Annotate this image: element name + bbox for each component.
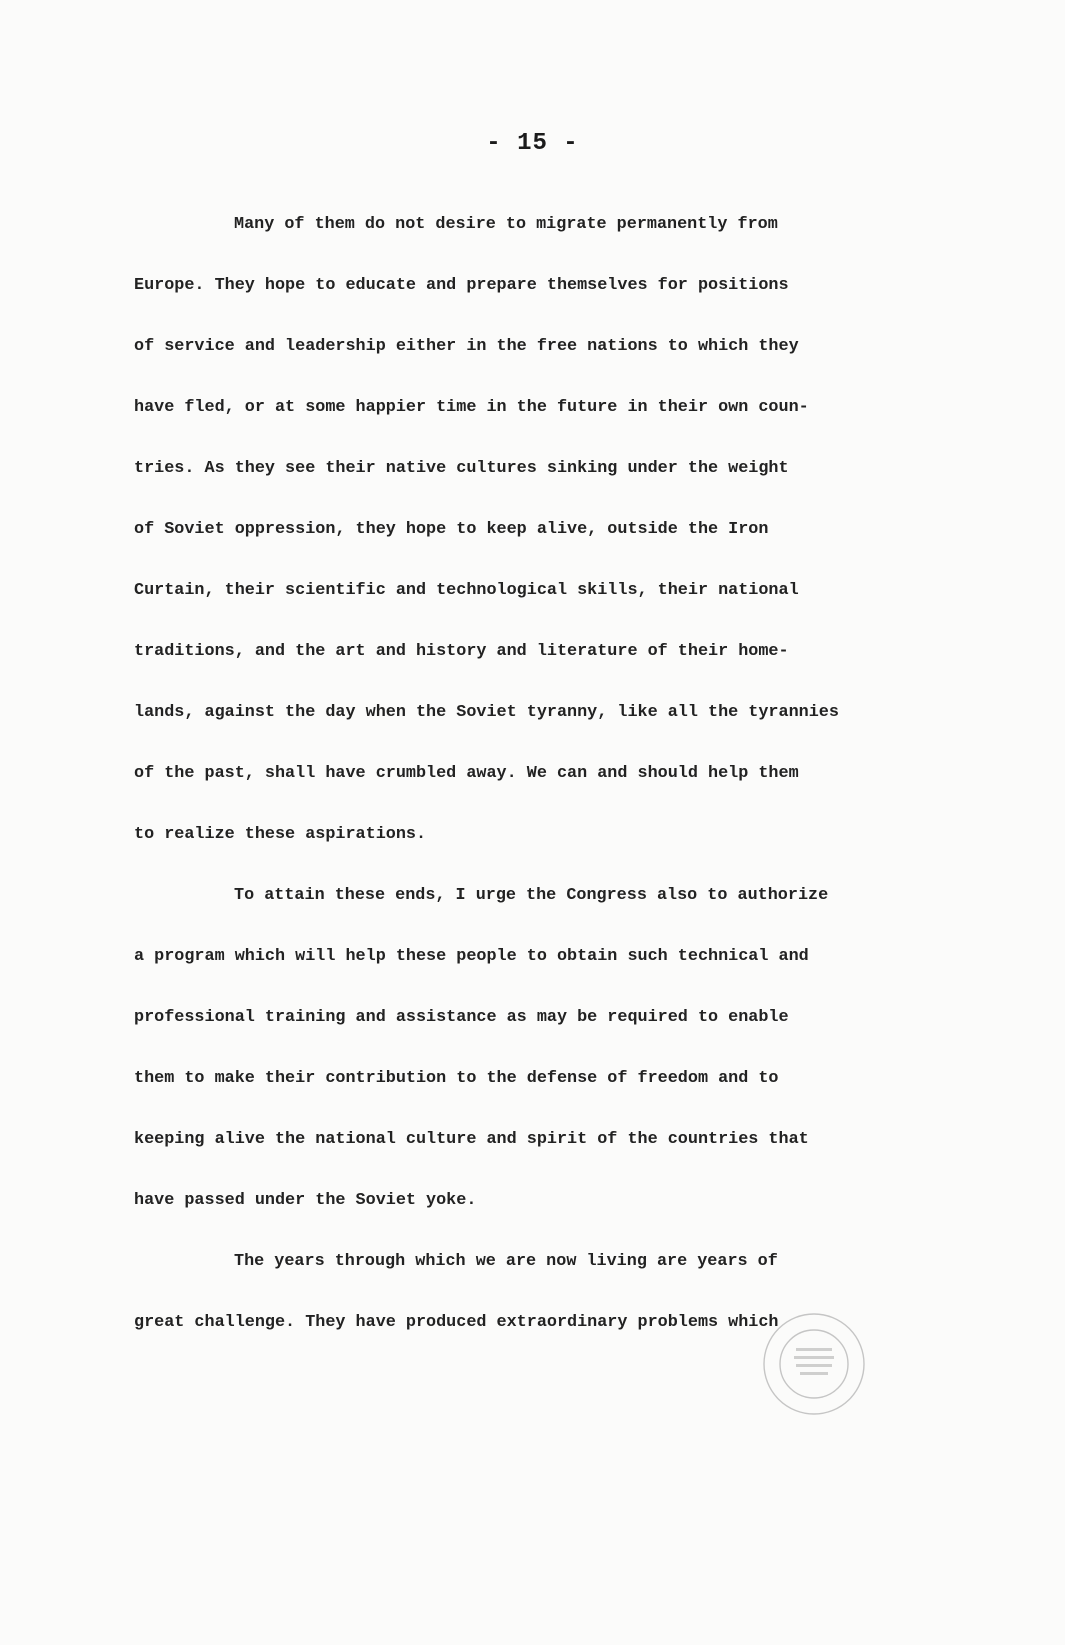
text-line: Many of them do not desire to migrate permanently from — [234, 215, 778, 234]
text-line: a program which will help these people to obtain such technical and — [134, 947, 809, 966]
paragraph-1 — [134, 194, 854, 865]
text-line: The years through which we are now living are years of — [234, 1252, 778, 1271]
text-line: them to make their contribution to the defense of freedom and to — [134, 1069, 779, 1088]
text-line: of service and leadership either in the free nations to which they — [134, 337, 799, 356]
text-line: have passed under the Soviet yoke. — [134, 1191, 477, 1210]
text-line: professional training and assistance as may be required to enable — [134, 1008, 789, 1027]
text-line: traditions, and the art and history and literature of their home- — [134, 642, 789, 661]
body-text — [134, 194, 854, 1353]
text-line: lands, against the day when the Soviet tyranny, like all the tyrannies — [134, 703, 839, 722]
stamp-mark — [794, 1356, 834, 1359]
text-line: great challenge. They have produced extraordinary problems which — [134, 1313, 779, 1332]
stamp-mark — [796, 1364, 832, 1367]
stamp-mark — [800, 1372, 828, 1375]
text-line: tries. As they see their native cultures sinking under the weight — [134, 459, 789, 478]
text-line: to realize these aspirations. — [134, 825, 427, 844]
archive-stamp-icon — [760, 1310, 868, 1418]
text-line: keeping alive the national culture and spirit of the countries that — [134, 1130, 809, 1149]
stamp-mark — [796, 1348, 832, 1351]
text-line: Europe. They hope to educate and prepare themselves for positions — [134, 276, 789, 295]
paragraph-3 — [134, 1231, 854, 1353]
text-line: have fled, or at some happier time in the future in their own coun- — [134, 398, 809, 417]
paragraph-2 — [134, 865, 854, 1231]
page-number: - 15 - — [486, 130, 579, 157]
text-line: of the past, shall have crumbled away. We can and should help them — [134, 764, 799, 783]
stamp-text-marks — [794, 1348, 834, 1375]
text-line: Curtain, their scientific and technological skills, their national — [134, 581, 799, 600]
text-line: To attain these ends, I urge the Congress also to authorize — [234, 886, 829, 905]
text-line: of Soviet oppression, they hope to keep alive, outside the Iron — [134, 520, 769, 539]
